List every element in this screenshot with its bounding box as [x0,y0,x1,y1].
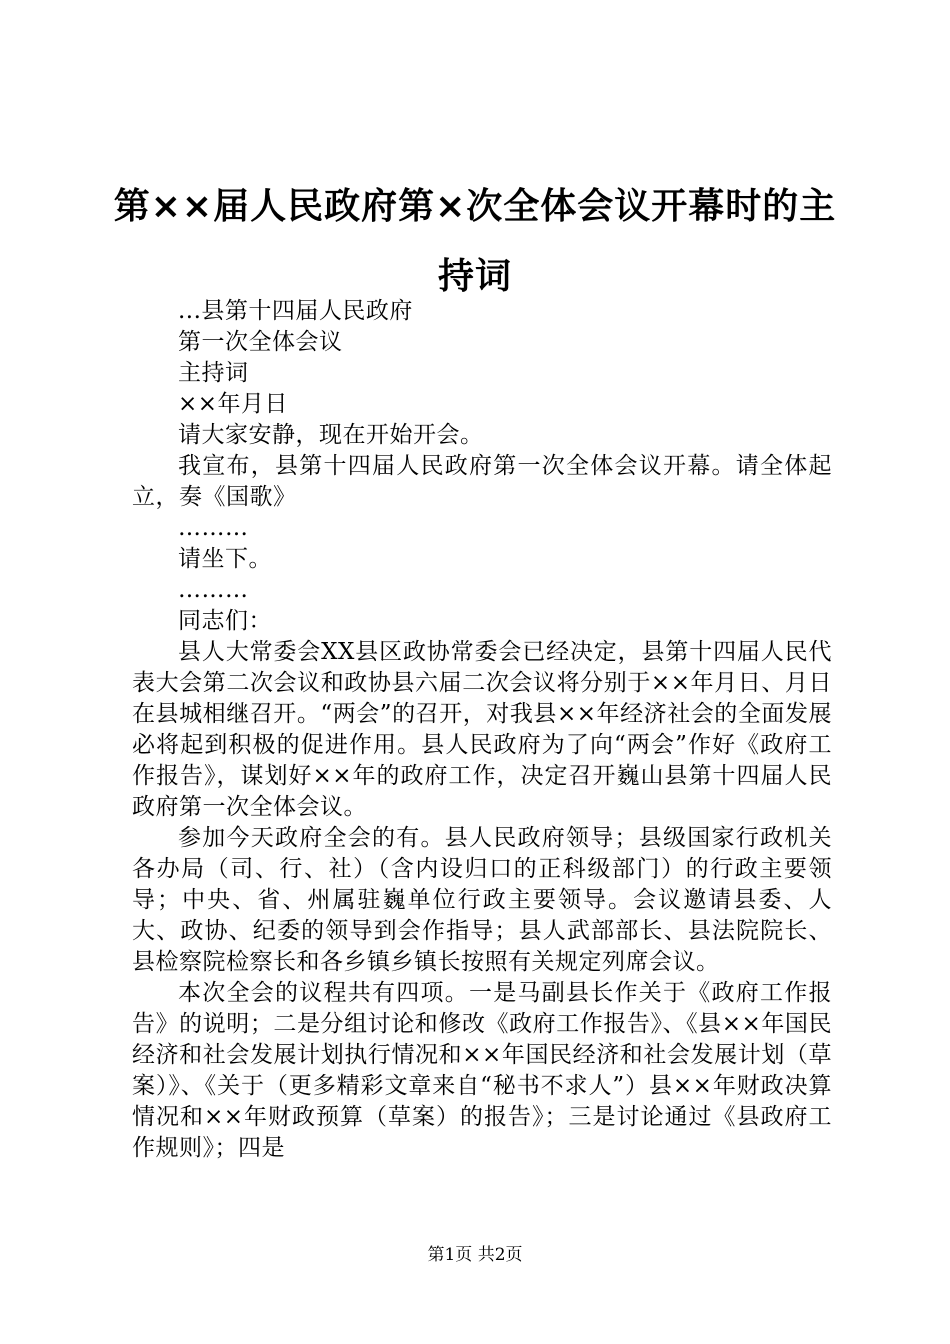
paragraph-ellipsis-1: ……… [178,515,249,541]
paragraph-date: ××年月日 [178,391,289,417]
paragraph-please-sit: 请坐下。 [178,546,272,572]
paragraph-two-sessions: 县人大常委会XX县区政协常委会已经决定，县第十四届人民代表大会第二次会议和政协县六届二次会议将分别于××年月日、月日在县城相继召开。“两会”的召开，对我县××年经济社会的全面发展必将起到积极的促进作用。县人民政府为了向“两会”作好《政府工作报告》，谋划好××年的政府工作，决定召开巍山县第十四届人民政府第一次全体会议。 [132,639,832,820]
paragraph-attendees: 参加今天政府全会的有。县人民政府领导；县级国家行政机关各办局（司、行、社）（含内设归口的正科级部门）的行政主要领导；中央、省、州属驻巍单位行政主要领导。会议邀请县委、人大、政协、纪委的领导到会作指导；县人武部部长、县法院院长、县检察院检察长和各乡镇乡镇长按照有关规定列席会议。 [132,825,832,975]
paragraph-please-quiet: 请大家安静，现在开始开会。 [178,422,484,448]
page-footer: 第1页 共2页 [427,1245,523,1265]
paragraph-host-speech: 主持词 [178,360,249,386]
paragraph-agenda: 本次全会的议程共有四项。一是马副县长作关于《政府工作报告》的说明；二是分组讨论和修改《政府工作报告》、《县××年国民经济和社会发展计划执行情况和××年国民经济和社会发展计划（草案）》、《关于（更多精彩文章来自“秘书不求人”）县××年财政决算情况和××年财政预算（草案）的报告》；三是讨论通过《县政府工作规则》；四是 [132,980,832,1161]
paragraph-comrades: 同志们： [178,608,272,634]
paragraph-announce-opening: 我宣布，县第十四届人民政府第一次全体会议开幕。请全体起立，奏《国歌》 [132,453,832,510]
paragraph-first-plenary: 第一次全体会议 [178,329,343,355]
document-body [132,296,832,1164]
paragraph-county-government: ...县第十四届人民政府 [178,298,413,324]
paragraph-ellipsis-2: ……… [178,577,249,603]
document-title: 第××届人民政府第×次全体会议开幕时的主持词 [113,186,837,297]
